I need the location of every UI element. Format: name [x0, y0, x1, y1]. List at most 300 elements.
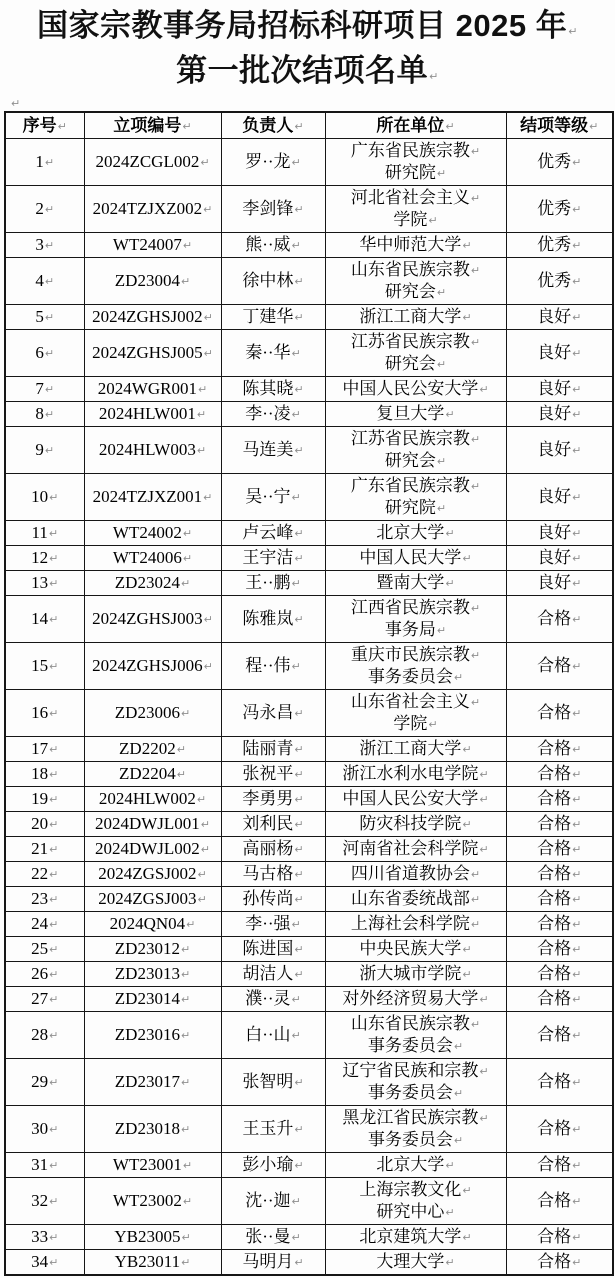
cell-leader — [221, 1106, 325, 1153]
paragraph-mark-icon: ↵ — [48, 527, 59, 540]
paragraph-mark-icon: ↵ — [49, 1231, 59, 1244]
cell-project-id — [84, 737, 221, 762]
cell-text: ZD23024 — [114, 573, 180, 592]
table-row — [5, 1106, 613, 1153]
cell-project-id — [84, 1250, 221, 1276]
paragraph-mark-icon: ↵ — [572, 893, 582, 906]
cell-grade — [506, 762, 613, 787]
cell-project-id — [84, 643, 221, 690]
paragraph-mark-icon: ↵ — [294, 868, 304, 881]
paragraph-mark-icon: ↵ — [49, 552, 59, 565]
cell-text: 2 — [35, 199, 44, 218]
cell-text: 34 — [31, 1252, 49, 1271]
cell-serial — [5, 305, 84, 330]
table-row — [5, 1153, 613, 1178]
cell-text: 山东省社会主义 — [350, 692, 470, 711]
cell-leader — [221, 737, 325, 762]
cell-text: 刘利民 — [242, 814, 294, 833]
cell-text: 学院 — [393, 714, 428, 733]
cell-text: 秦··华 — [245, 343, 291, 362]
cell-serial — [5, 233, 84, 258]
paragraph-mark-icon: ↵ — [470, 1018, 481, 1031]
cell-text: 李··强 — [245, 914, 291, 933]
cell-unit — [325, 305, 506, 330]
cell-unit — [325, 987, 506, 1012]
paragraph-mark-icon: ↵ — [572, 768, 582, 781]
cell-unit — [325, 690, 506, 737]
paragraph-mark-icon: ↵ — [428, 718, 438, 731]
paragraph-mark-icon: ↵ — [203, 613, 213, 626]
paragraph-mark-icon: ↵ — [572, 793, 582, 806]
paragraph-mark-icon: ↵ — [197, 893, 207, 906]
cell-text: 北京大学 — [376, 1155, 445, 1174]
cell-text: 15 — [31, 656, 49, 675]
paragraph-mark-icon: ↵ — [572, 311, 582, 324]
cell-grade — [506, 1012, 613, 1059]
paragraph-mark-icon: ↵ — [462, 943, 472, 956]
paragraph-mark-icon: ↵ — [294, 818, 304, 831]
paragraph-mark-icon: ↵ — [49, 893, 59, 906]
cell-text: 2024ZGHSJ002 — [92, 307, 203, 326]
paragraph-mark-icon: ↵ — [49, 793, 59, 806]
cell-leader — [221, 1250, 325, 1276]
paragraph-mark-icon: ↵ — [479, 993, 489, 1006]
cell-serial — [5, 521, 84, 546]
paragraph-mark-icon: ↵ — [294, 1256, 304, 1269]
cell-text: 26 — [31, 964, 49, 983]
cell-text: ZD23018 — [114, 1119, 180, 1138]
paragraph-mark-icon: ↵ — [462, 1231, 472, 1244]
cell-leader — [221, 330, 325, 377]
cell-text: 防灾科技学院 — [359, 814, 462, 833]
cell-text: 2024TZJXZ001 — [92, 487, 203, 506]
paragraph-mark-icon: ↵ — [180, 577, 191, 590]
cell-grade — [506, 186, 613, 233]
cell-project-id — [84, 690, 221, 737]
paragraph-mark-icon: ↵ — [294, 943, 304, 956]
cell-text: 良好 — [537, 307, 572, 326]
cell-text: 研究会 — [384, 282, 436, 301]
cell-serial — [5, 1106, 84, 1153]
paragraph-mark-icon: ↵ — [445, 527, 455, 540]
cell-serial — [5, 402, 84, 427]
paragraph-mark-icon: ↵ — [203, 311, 213, 324]
cell-text: ZD23013 — [114, 964, 180, 983]
cell-leader — [221, 186, 325, 233]
cell-unit — [325, 862, 506, 887]
table-header-row — [5, 112, 613, 139]
cell-text: 良好 — [537, 343, 572, 362]
table-row — [5, 546, 613, 571]
paragraph-mark-icon: ↵ — [453, 671, 464, 684]
paragraph-mark-icon: ↵ — [479, 383, 489, 396]
cell-project-id — [84, 402, 221, 427]
cell-project-id — [84, 546, 221, 571]
cell-unit — [325, 787, 506, 812]
cell-project-id — [84, 1153, 221, 1178]
paragraph-mark-icon: ↵ — [470, 480, 481, 493]
paragraph-mark-icon: ↵ — [180, 707, 191, 720]
cell-text: 13 — [31, 573, 49, 592]
paragraph-mark-icon: ↵ — [462, 1184, 472, 1197]
cell-text: 陈其晓 — [242, 379, 294, 398]
paragraph-mark-icon: ↵ — [462, 818, 472, 831]
cell-text: 研究中心 — [376, 1202, 445, 1221]
cell-text: 合格 — [537, 739, 572, 758]
paragraph-mark-icon: ↵ — [470, 696, 481, 709]
cell-text: 23 — [31, 889, 49, 908]
paragraph-mark-icon: ↵ — [200, 156, 210, 169]
results-table — [4, 111, 614, 1276]
cell-unit — [325, 643, 506, 690]
cell-text: 李剑锋 — [242, 199, 294, 218]
cell-leader — [221, 987, 325, 1012]
cell-text: 2024ZGHSJ003 — [92, 609, 203, 628]
cell-text: 张智明 — [242, 1072, 294, 1091]
paragraph-mark-icon: ↵ — [572, 613, 582, 626]
paragraph-mark-icon: ↵ — [572, 993, 582, 1006]
paragraph-mark-icon: ↵ — [294, 1123, 304, 1136]
cell-text: 北京大学 — [376, 523, 445, 542]
cell-leader — [221, 233, 325, 258]
cell-grade — [506, 139, 613, 186]
paragraph-mark-icon: ↵ — [44, 347, 55, 360]
cell-text: 优秀 — [537, 152, 572, 171]
cell-project-id — [84, 305, 221, 330]
cell-unit — [325, 887, 506, 912]
cell-grade — [506, 1250, 613, 1276]
paragraph-mark-icon: ↵ — [291, 918, 301, 931]
cell-text: 马明月 — [242, 1252, 294, 1271]
cell-text: ZD2202 — [119, 739, 176, 758]
cell-project-id — [84, 1178, 221, 1225]
cell-text: 合格 — [537, 656, 572, 675]
cell-leader — [221, 962, 325, 987]
cell-text: 王玉升 — [242, 1119, 294, 1138]
paragraph-mark-icon: ↵ — [44, 444, 55, 457]
paragraph-mark-icon: ↵ — [182, 1159, 193, 1172]
cell-text: 2024DWJL002 — [94, 839, 200, 858]
cell-leader — [221, 887, 325, 912]
table-row — [5, 186, 613, 233]
table-row — [5, 787, 613, 812]
title-text-2: 第一批次结项名单 — [176, 53, 429, 88]
cell-leader — [221, 1153, 325, 1178]
cell-unit — [325, 1153, 506, 1178]
paragraph-mark-icon: ↵ — [572, 943, 582, 956]
cell-serial — [5, 571, 84, 596]
cell-text: 合格 — [537, 1191, 572, 1210]
cell-text: 大理大学 — [376, 1252, 445, 1271]
col-header-text: 负责人 — [242, 115, 294, 135]
paragraph-mark-icon: ↵ — [294, 1076, 304, 1089]
col-header-grade — [506, 112, 613, 139]
col-header-project-id — [84, 112, 221, 139]
cell-text: 程··伟 — [245, 656, 291, 675]
cell-text: 28 — [31, 1025, 49, 1044]
cell-serial — [5, 690, 84, 737]
table-row — [5, 862, 613, 887]
col-header-unit — [325, 112, 506, 139]
cell-unit — [325, 402, 506, 427]
cell-leader — [221, 1178, 325, 1225]
paragraph-mark-icon: ↵ — [49, 613, 59, 626]
cell-text: 19 — [31, 789, 49, 808]
paragraph-mark-icon: ↵ — [572, 868, 582, 881]
paragraph-mark-icon: ↵ — [453, 1040, 464, 1053]
cell-grade — [506, 987, 613, 1012]
cell-text: YB23011 — [114, 1252, 181, 1271]
paragraph-mark-icon: ↵ — [572, 707, 582, 720]
cell-grade — [506, 737, 613, 762]
cell-unit — [325, 837, 506, 862]
cell-project-id — [84, 596, 221, 643]
table-row — [5, 233, 613, 258]
paragraph-mark-icon: ↵ — [572, 1159, 582, 1172]
paragraph-mark-icon: ↵ — [49, 1076, 59, 1089]
paragraph-mark-icon: ↵ — [572, 203, 582, 216]
cell-text: 北京建筑大学 — [359, 1227, 462, 1246]
cell-text: 研究院 — [384, 163, 436, 182]
paragraph-mark-icon: ↵ — [196, 444, 207, 457]
paragraph-mark-icon: ↵ — [294, 793, 304, 806]
cell-text: 中国人民公安大学 — [342, 379, 479, 398]
paragraph-mark-icon: ↵ — [203, 347, 213, 360]
cell-text: 4 — [35, 271, 44, 290]
cell-text: 王宇洁 — [242, 548, 294, 567]
cell-leader — [221, 837, 325, 862]
cell-grade — [506, 937, 613, 962]
cell-unit — [325, 186, 506, 233]
col-header-text: 立项编号 — [113, 115, 182, 135]
table-row — [5, 258, 613, 305]
cell-text: ZD2204 — [119, 764, 176, 783]
paragraph-mark-icon: ↵ — [294, 119, 304, 133]
cell-text: 25 — [31, 939, 49, 958]
cell-text: 冯永昌 — [242, 703, 294, 722]
paragraph-mark-icon: ↵ — [572, 1029, 582, 1042]
cell-project-id — [84, 862, 221, 887]
cell-text: 合格 — [537, 1227, 572, 1246]
cell-text: 良好 — [537, 523, 572, 542]
paragraph-mark-icon: ↵ — [49, 1029, 59, 1042]
cell-serial — [5, 186, 84, 233]
cell-text: 陈进国 — [242, 939, 294, 958]
cell-leader — [221, 521, 325, 546]
cell-leader — [221, 305, 325, 330]
cell-project-id — [84, 1012, 221, 1059]
empty-paragraph — [0, 96, 615, 111]
table-row — [5, 1250, 613, 1276]
cell-text: 合格 — [537, 989, 572, 1008]
cell-text: WT24006 — [112, 548, 182, 567]
cell-text: 14 — [31, 609, 49, 628]
table-row — [5, 521, 613, 546]
paragraph-mark-icon: ↵ — [572, 577, 582, 590]
cell-text: 2024ZGSJ002 — [98, 864, 197, 883]
table-row — [5, 690, 613, 737]
paragraph-mark-icon: ↵ — [291, 1195, 301, 1208]
page-title — [0, 6, 615, 96]
cell-text: 丁建华 — [242, 307, 294, 326]
paragraph-mark-icon: ↵ — [572, 347, 582, 360]
cell-text: 华中师范大学 — [359, 235, 462, 254]
cell-text: 王··鹏 — [245, 573, 291, 592]
cell-text: 河南省社会科学院 — [342, 839, 479, 858]
paragraph-mark-icon: ↵ — [462, 552, 472, 565]
cell-project-id — [84, 1059, 221, 1106]
cell-leader — [221, 139, 325, 186]
cell-text: 20 — [31, 814, 49, 833]
paragraph-mark-icon: ↵ — [44, 156, 55, 169]
paragraph-mark-icon: ↵ — [291, 156, 301, 169]
paragraph-mark-icon: ↵ — [49, 868, 59, 881]
table-row — [5, 737, 613, 762]
cell-unit — [325, 377, 506, 402]
cell-text: 上海社会科学院 — [350, 914, 470, 933]
cell-text: ZD23006 — [114, 703, 180, 722]
cell-text: 合格 — [537, 864, 572, 883]
cell-grade — [506, 1225, 613, 1250]
table-row — [5, 571, 613, 596]
cell-project-id — [84, 987, 221, 1012]
cell-text: 暨南大学 — [376, 573, 445, 592]
cell-text: 山东省委统战部 — [350, 889, 470, 908]
paragraph-mark-icon: ↵ — [44, 239, 55, 252]
cell-text: 重庆市民族宗教 — [350, 645, 470, 664]
cell-leader — [221, 1225, 325, 1250]
cell-text: 白··山 — [245, 1025, 291, 1044]
cell-unit — [325, 1106, 506, 1153]
paragraph-mark-icon: ↵ — [294, 203, 304, 216]
cell-grade — [506, 812, 613, 837]
table-row — [5, 1178, 613, 1225]
cell-text: 2024HLW003 — [98, 440, 196, 459]
col-header-text: 所在单位 — [376, 115, 445, 135]
cell-unit — [325, 1012, 506, 1059]
paragraph-mark-icon: ↵ — [49, 577, 59, 590]
cell-text: 优秀 — [537, 199, 572, 218]
cell-text: 2024TZJXZ002 — [92, 199, 203, 218]
paragraph-mark-icon: ↵ — [453, 1087, 464, 1100]
cell-text: 中央民族大学 — [359, 939, 462, 958]
cell-text: 18 — [31, 764, 49, 783]
cell-text: 浙江工商大学 — [359, 307, 462, 326]
cell-text: 事务委员会 — [367, 1130, 453, 1149]
cell-text: 山东省民族宗教 — [350, 1014, 470, 1033]
cell-grade — [506, 912, 613, 937]
cell-text: 24 — [31, 914, 49, 933]
paragraph-mark-icon: ↵ — [291, 993, 301, 1006]
cell-unit — [325, 139, 506, 186]
cell-leader — [221, 912, 325, 937]
paragraph-mark-icon: ↵ — [294, 552, 304, 565]
cell-leader — [221, 787, 325, 812]
cell-text: 江苏省民族宗教 — [350, 332, 470, 351]
cell-unit — [325, 233, 506, 258]
title-line-1 — [0, 6, 615, 51]
paragraph-mark-icon: ↵ — [180, 1123, 191, 1136]
paragraph-mark-icon: ↵ — [44, 408, 55, 421]
cell-text: WT24002 — [112, 523, 182, 542]
cell-text: 良好 — [537, 487, 572, 506]
paragraph-mark-icon: ↵ — [49, 843, 59, 856]
cell-project-id — [84, 427, 221, 474]
cell-text: 江西省民族宗教 — [350, 598, 470, 617]
cell-text: 胡洁人 — [242, 964, 294, 983]
cell-text: 河北省社会主义 — [350, 188, 470, 207]
cell-text: 优秀 — [537, 235, 572, 254]
cell-text: 高丽杨 — [242, 839, 294, 858]
cell-leader — [221, 690, 325, 737]
paragraph-mark-icon: ↵ — [294, 311, 304, 324]
paragraph-mark-icon: ↵ — [572, 918, 582, 931]
cell-grade — [506, 305, 613, 330]
paragraph-mark-icon: ↵ — [49, 660, 59, 673]
paragraph-mark-icon: ↵ — [181, 1256, 191, 1269]
cell-project-id — [84, 787, 221, 812]
cell-text: 徐中林 — [242, 271, 294, 290]
cell-serial — [5, 912, 84, 937]
paragraph-mark-icon: ↵ — [44, 383, 55, 396]
cell-project-id — [84, 887, 221, 912]
cell-text: 合格 — [537, 889, 572, 908]
table-row — [5, 887, 613, 912]
cell-text: 浙江水利水电学院 — [342, 764, 479, 783]
cell-project-id — [84, 571, 221, 596]
cell-unit — [325, 330, 506, 377]
paragraph-mark-icon: ↵ — [294, 613, 304, 626]
cell-grade — [506, 962, 613, 987]
cell-text: 事务委员会 — [367, 1083, 453, 1102]
table-row — [5, 596, 613, 643]
cell-grade — [506, 546, 613, 571]
cell-serial — [5, 1153, 84, 1178]
cell-serial — [5, 1059, 84, 1106]
cell-text: 广东省民族宗教 — [350, 141, 470, 160]
paragraph-mark-icon: ↵ — [436, 502, 447, 515]
cell-text: 合格 — [537, 1119, 572, 1138]
cell-text: 张祝平 — [242, 764, 294, 783]
paragraph-mark-icon: ↵ — [572, 275, 582, 288]
cell-unit — [325, 762, 506, 787]
paragraph-mark-icon: ↵ — [479, 768, 489, 781]
cell-serial — [5, 1250, 84, 1276]
paragraph-mark-icon: ↵ — [180, 1076, 191, 1089]
cell-unit — [325, 1059, 506, 1106]
cell-serial — [5, 596, 84, 643]
cell-leader — [221, 1012, 325, 1059]
cell-text: 32 — [31, 1191, 49, 1210]
paragraph-mark-icon: ↵ — [180, 968, 191, 981]
paragraph-mark-icon: ↵ — [445, 119, 455, 133]
cell-text: 卢云峰 — [242, 523, 294, 542]
paragraph-mark-icon: ↵ — [568, 25, 578, 38]
cell-serial — [5, 737, 84, 762]
cell-text: 事务委员会 — [367, 667, 453, 686]
cell-text: 合格 — [537, 839, 572, 858]
col-header-text: 序号 — [22, 115, 57, 135]
paragraph-mark-icon: ↵ — [470, 918, 481, 931]
cell-unit — [325, 1250, 506, 1276]
cell-text: 合格 — [537, 814, 572, 833]
paragraph-mark-icon: ↵ — [445, 1159, 455, 1172]
cell-grade — [506, 596, 613, 643]
cell-text: 7 — [35, 379, 44, 398]
paragraph-mark-icon: ↵ — [186, 918, 196, 931]
cell-project-id — [84, 258, 221, 305]
cell-leader — [221, 762, 325, 787]
